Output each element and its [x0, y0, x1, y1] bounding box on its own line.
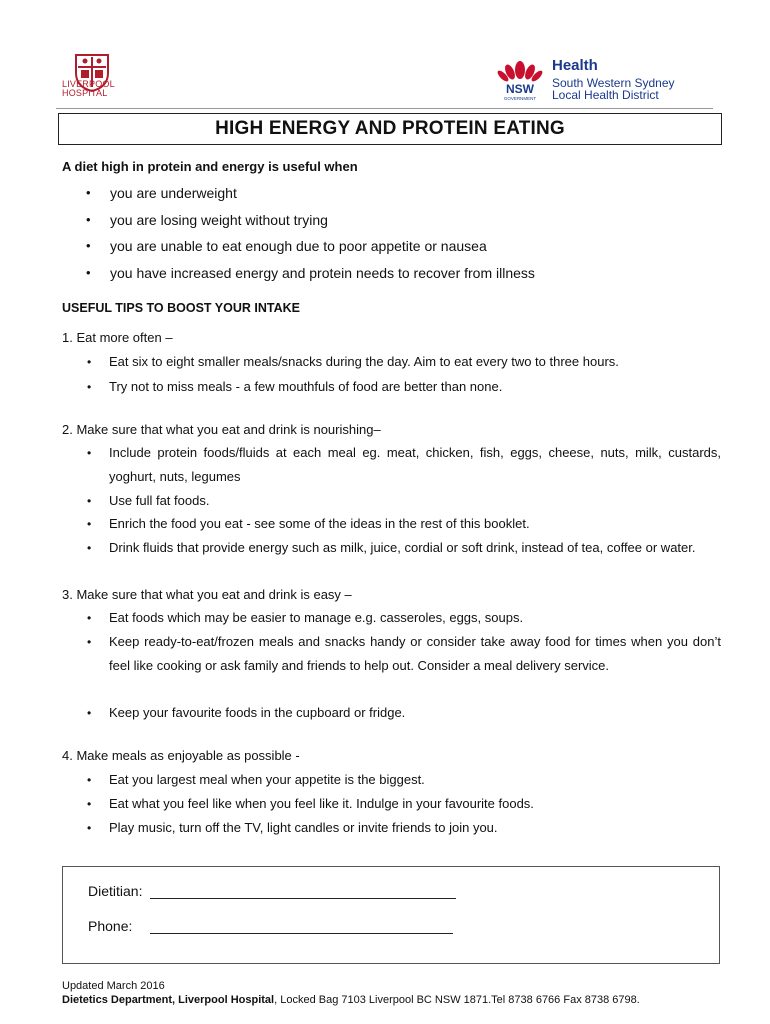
tip-4-bullet: • Eat you largest meal when your appetite is the biggest. [109, 768, 721, 792]
tips-heading: USEFUL TIPS TO BOOST YOUR INTAKE [62, 301, 300, 315]
tip-1-bullet: • Eat six to eight smaller meals/snacks during the day. Aim to eat every two to three hours. [109, 350, 721, 374]
tip-1-bullet: • Try not to miss meals - a few mouthfuls of food are better than none. [109, 375, 721, 399]
tip-2-label: 2. Make sure that what you eat and drink is nourishing– [62, 422, 381, 437]
address-text: , Locked Bag 7103 Liverpool BC NSW 1871.Tel 8738 6766 Fax 8738 6798. [274, 994, 640, 1006]
nsw-government-word: GOVERNMENT [503, 96, 537, 101]
tip-4-bullet: • Eat what you feel like when you feel like it. Indulge in your favourite foods. [109, 792, 721, 816]
contact-box [62, 866, 720, 964]
tip-3-bullet: • Eat foods which may be easier to manage e.g. casseroles, eggs, soups. [109, 606, 721, 630]
logo-text-line2: HOSPITAL [62, 88, 108, 98]
phone-label: Phone: [88, 918, 133, 934]
tip-2-bullet: • Include protein foods/fluids at each meal eg. meat, chicken, fish, eggs, cheese, nuts, milk, custards, yoghurt, nuts, legumes [109, 441, 721, 489]
district-name [552, 77, 675, 101]
liverpool-hospital-wordmark [62, 80, 115, 98]
tip-2-bullet: • Drink fluids that provide energy such as milk, juice, cordial or soft drink, instead of tea, coffee or water. [109, 536, 721, 560]
updated-date: Updated March 2016 [62, 980, 165, 992]
phone-field[interactable] [150, 933, 453, 934]
intro-bullet: • you are unable to eat enough due to poor appetite or nausea [110, 238, 487, 254]
district-line2: Local Health District [552, 88, 659, 102]
intro-heading: A diet high in protein and energy is useful when [62, 159, 358, 174]
tip-3-bullet: • Keep your favourite foods in the cupboard or fridge. [109, 701, 721, 725]
page-title: HIGH ENERGY AND PROTEIN EATING [215, 118, 565, 139]
dietitian-field[interactable] [150, 898, 456, 899]
nsw-word: NSW [506, 82, 534, 96]
title-box [58, 113, 722, 145]
tip-2-bullet: • Use full fat foods. [109, 489, 721, 513]
intro-bullet: • you are underweight [110, 185, 237, 201]
health-district-wordmark [552, 58, 675, 101]
tip-2-bullet: • Enrich the food you eat - see some of the ideas in the rest of this booklet. [109, 512, 721, 536]
tip-4-bullet: • Play music, turn off the TV, light candles or invite friends to join you. [109, 816, 721, 840]
department-name: Dietetics Department, Liverpool Hospital [62, 994, 275, 1006]
logo-text-line1: LIVERPOOL [62, 79, 115, 89]
intro-bullet: • you are losing weight without trying [110, 212, 328, 228]
health-word: Health [552, 57, 598, 74]
tip-3-label: 3. Make sure that what you eat and drink is easy – [62, 587, 352, 602]
header-divider [56, 108, 713, 109]
tip-3-bullet: • Keep ready-to-eat/frozen meals and snacks handy or consider take away food for times when you don’t feel like cooking or ask family and friends to help out. Consider a meal delivery service. [109, 630, 721, 678]
district-line1: South Western Sydney [552, 76, 675, 90]
dietitian-label: Dietitian: [88, 883, 143, 899]
tip-1-label: 1. Eat more often – [62, 330, 173, 345]
tip-4-label: 4. Make meals as enjoyable as possible - [62, 748, 300, 763]
footer-address [62, 994, 640, 1006]
intro-bullet: • you have increased energy and protein needs to recover from illness [110, 265, 535, 281]
nsw-waratah-logo [496, 52, 544, 102]
